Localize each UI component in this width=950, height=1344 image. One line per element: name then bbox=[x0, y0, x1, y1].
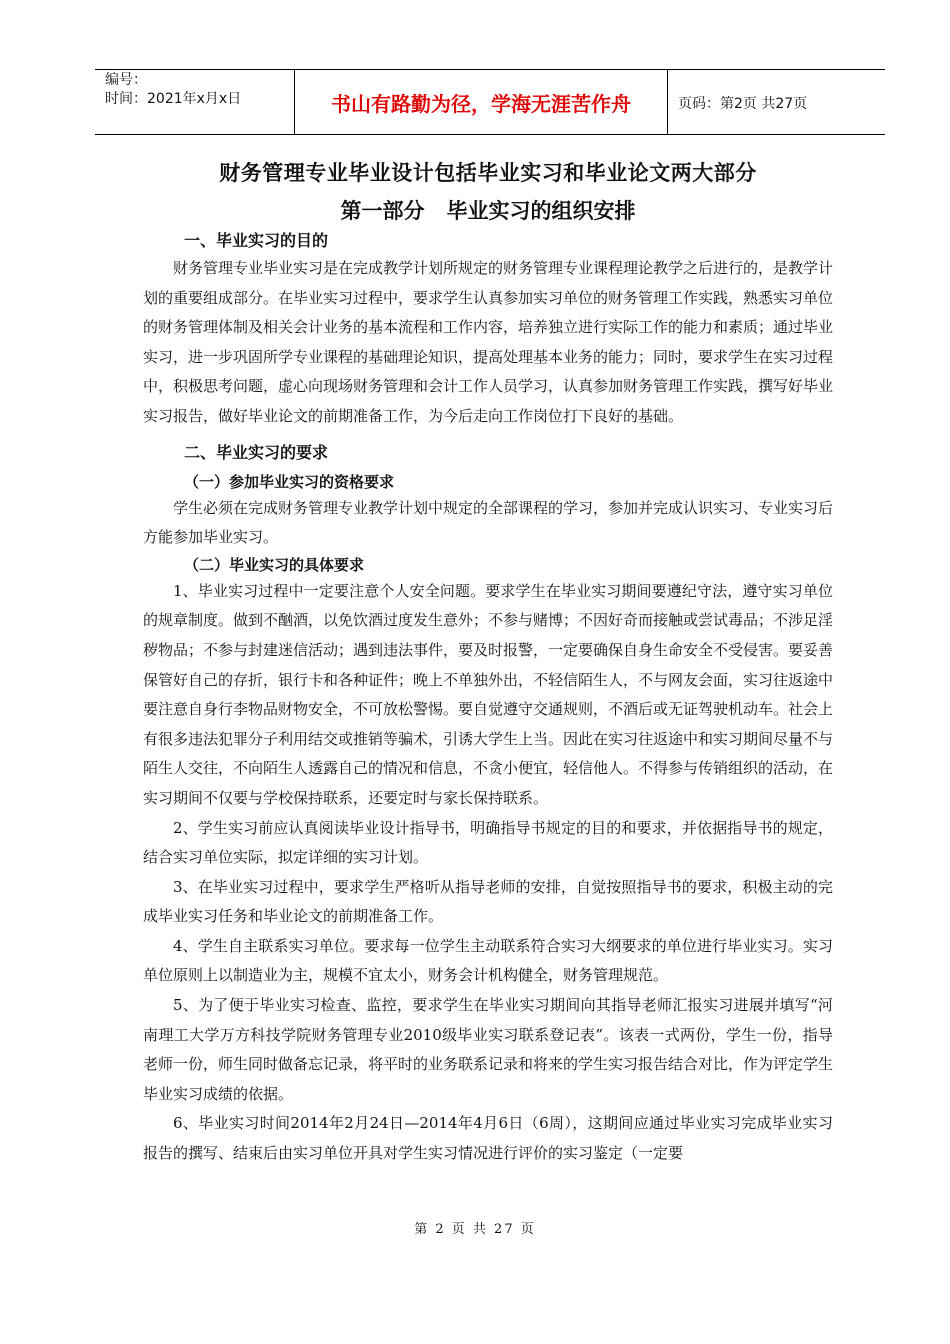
list-item-6: 6、毕业实习时间2014年2月24日—2014年4月6日（6周），这期间应通过毕业实习完成毕业实习报告的撰写、结束后由实习单位开具对学生实习情况进行评价的实习鉴定（一定要 bbox=[143, 1114, 833, 1163]
list-item-5: 5、为了便于毕业实习检查、监控，要求学生在毕业实习期间向其指导老师汇报实习进展并填写“河南理工大学万方科技学院财务管理专业2010级毕业实习联系登记表”。该表一式两份，学生一份，指导老师一份，师生同时做备忘记录，将平时的业务联系记录和将来的学生实习报告结合对比，作为评定学生毕业实习成绩的依据。 bbox=[143, 996, 834, 1103]
list-item-1: 1、毕业实习过程中一定要注意个人安全问题。要求学生在毕业实习期间要遵纪守法，遵守实习单位的规章制度。做到不酗酒，以免饮酒过度发生意外；不参与赌博；不因好奇而接触或尝试毒品；不涉足淫秽物品；不参与封建迷信活动；遇到违法事件，要及时报警，一定要确保自身生命安全不受侵害。要妥善保管好自己的存折，银行卡和各种证件；晚上不单独外出，不轻信陌生人，不与网友会面，实习往返途中要注意自身行李物品财物安全，不可放松警惕。要自觉遵守交通规则，不酒后或无证驾驶机动车。社会上有很多违法犯罪分子利用结交或推销等骗术，引诱大学生上当。因此在实习往返途中和实习期间尽量不与陌生人交往，不向陌生人透露自己的情况和信息，不贪小便宜，轻信他人。不得参与传销组织的活动，在实习期间不仅要与学校保持联系，还要定时与家长保持联系。 bbox=[143, 581, 834, 807]
list-item-4: 4、学生自主联系实习单位。要求每一位学生主动联系符合实习大纲要求的单位进行毕业实习。实习单位原则上以制造业为主，规模不宜太小，财务会计机构健全，财务管理规范。 bbox=[143, 936, 833, 985]
header-motto: 书山有路勤为径，学海无涯苦作舟 bbox=[295, 70, 668, 135]
sub2-heading: （二）毕业实习的具体要求 bbox=[184, 555, 365, 574]
list-item-2: 2、学生实习前应认真阅读毕业设计指导书，明确指导书规定的目的和要求，并依据指导书的规定，结合实习单位实际，拟定详细的实习计划。 bbox=[143, 818, 833, 867]
document-body bbox=[143, 156, 833, 1169]
page-header bbox=[95, 69, 885, 135]
section2-heading: 二、毕业实习的要求 bbox=[184, 442, 329, 462]
document-title: 财务管理专业毕业设计包括毕业实习和毕业论文两大部分 bbox=[219, 160, 757, 185]
part-label: 第一部分 bbox=[340, 198, 425, 223]
header-meta bbox=[95, 70, 295, 135]
header-time: 时间：2021年x月x日 bbox=[105, 91, 242, 107]
section1-heading: 一、毕业实习的目的 bbox=[184, 231, 329, 250]
header-number: 编号： bbox=[105, 72, 147, 88]
sub1-paragraph: 学生必须在完成财务管理专业教学计划中规定的全部课程的学习，参加并完成认识实习、专业实习后方能参加毕业实习。 bbox=[143, 498, 834, 547]
page-footer: 第 2 页 共 27 页 bbox=[414, 1222, 536, 1237]
part-title bbox=[143, 194, 833, 228]
section1-paragraph: 财务管理专业毕业实习是在完成教学计划所规定的财务管理专业课程理论教学之后进行的，是教学计划的重要组成部分。在毕业实习过程中，要求学生认真参加实习单位的财务管理工作实践，熟悉实习单位的财务管理体制及相关会计业务的基本流程和工作内容，培养独立进行实际工作的能力和素质；通过毕业实习，进一步巩固所学专业课程的基础理论知识，提高处理基本业务的能力；同时，要求学生在实习过程中，积极思考问题，虚心向现场财务管理和会计工作人员学习，认真参加财务管理工作实践，撰写好毕业实习报告，做好毕业论文的前期准备工作，为今后走向工作岗位打下良好的基础。 bbox=[143, 259, 834, 425]
header-page-number: 页码：第2页 共27页 bbox=[678, 95, 808, 112]
list-item-3: 3、在毕业实习过程中，要求学生严格听从指导老师的安排，自觉按照指导书的要求，积极主动的完成毕业实习任务和毕业论文的前期准备工作。 bbox=[143, 877, 833, 926]
part-name: 毕业实习的组织安排 bbox=[446, 198, 636, 223]
sub1-heading: （一）参加毕业实习的资格要求 bbox=[184, 472, 395, 491]
